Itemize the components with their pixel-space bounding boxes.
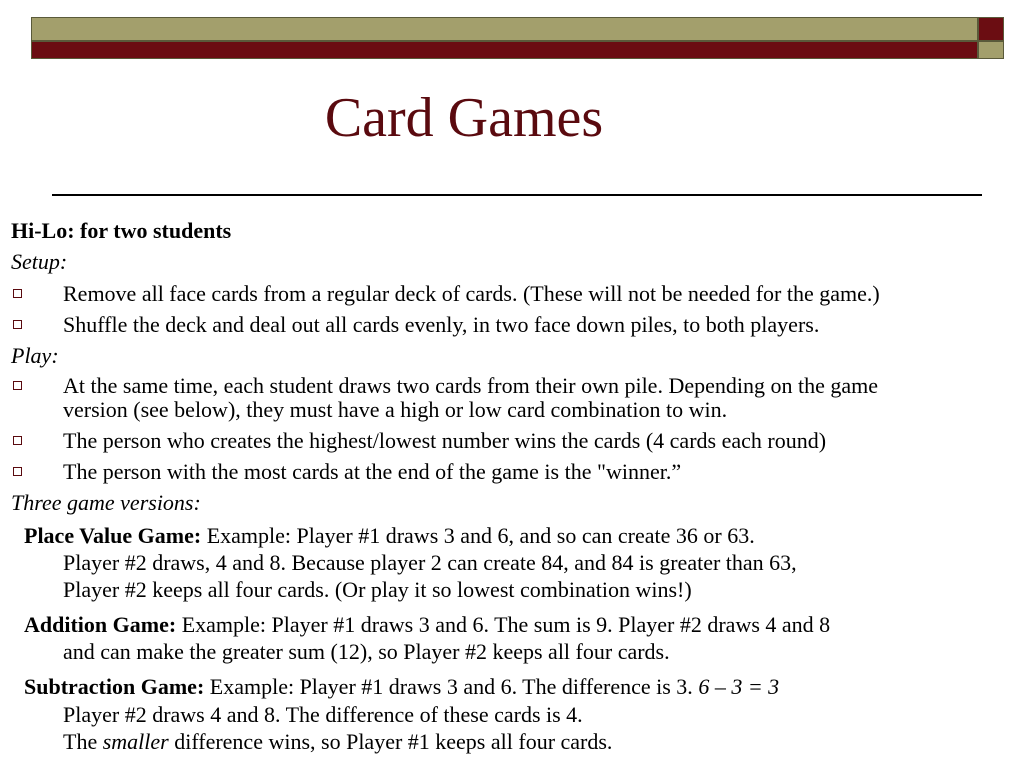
place-value-line2: Player #2 draws, 4 and 8. Because player 2 can create 84, and 84 is greater than 63, bbox=[63, 550, 797, 575]
setup-bullet-1: Remove all face cards from a regular deck of cards. (These will not be needed for the game.) bbox=[63, 281, 880, 306]
play-bullet-1-line2: version (see below), they must have a high or low card combination to win. bbox=[63, 397, 728, 422]
bullet-square-icon bbox=[13, 467, 22, 476]
addition-line1 bbox=[24, 612, 830, 638]
place-value-line3: Player #2 keeps all four cards. (Or play it so lowest combination wins!) bbox=[63, 577, 692, 602]
play-bullet-3: The person with the most cards at the end of the game is the "winner.” bbox=[63, 459, 682, 484]
place-value-line1 bbox=[24, 523, 755, 549]
addition-name: Addition Game: bbox=[24, 612, 177, 637]
subtraction-line3 bbox=[63, 729, 612, 755]
bullet-square-icon bbox=[13, 381, 22, 390]
subtraction-line3-em: smaller bbox=[102, 729, 169, 754]
bullet-square-icon bbox=[13, 436, 22, 445]
versions-label: Three game versions: bbox=[11, 490, 201, 515]
subtraction-name: Subtraction Game: bbox=[24, 674, 205, 699]
addition-text: Example: Player #1 draws 3 and 6. The sum is 9. Player #2 draws 4 and 8 bbox=[176, 612, 831, 637]
header-bar-maroon bbox=[31, 41, 978, 59]
bullet-square-icon bbox=[13, 289, 22, 298]
slide-title: Card Games bbox=[324, 87, 604, 149]
subtraction-line3-post: difference wins, so Player #1 keeps all four cards. bbox=[168, 729, 613, 754]
addition-line2: and can make the greater sum (12), so Player #2 keeps all four cards. bbox=[63, 639, 670, 664]
subtraction-line2: Player #2 draws 4 and 8. The difference of these cards is 4. bbox=[63, 702, 583, 727]
section-heading: Hi-Lo: for two students bbox=[11, 218, 232, 243]
setup-bullet-2: Shuffle the deck and deal out all cards evenly, in two face down piles, to both players. bbox=[63, 312, 820, 337]
play-bullet-1-line1: At the same time, each student draws two cards from their own pile. Depending on the game bbox=[63, 373, 878, 398]
subtraction-text: Example: Player #1 draws 3 and 6. The difference is 3. bbox=[204, 674, 699, 699]
setup-label: Setup: bbox=[11, 249, 68, 274]
play-bullet-2: The person who creates the highest/lowest number wins the cards (4 cards each round) bbox=[63, 428, 827, 453]
place-value-text: Example: Player #1 draws 3 and 6, and so can create 36 or 63. bbox=[201, 523, 755, 548]
subtraction-line1 bbox=[24, 674, 779, 700]
subtraction-line3-pre: The bbox=[63, 729, 103, 754]
header-square-olive bbox=[978, 41, 1004, 59]
play-label: Play: bbox=[11, 343, 59, 368]
header-square-maroon bbox=[978, 17, 1004, 41]
header-bar-olive bbox=[31, 17, 978, 41]
place-value-name: Place Value Game: bbox=[24, 523, 202, 548]
subtraction-formula: 6 – 3 = 3 bbox=[698, 674, 780, 699]
title-divider bbox=[52, 194, 982, 196]
bullet-square-icon bbox=[13, 320, 22, 329]
